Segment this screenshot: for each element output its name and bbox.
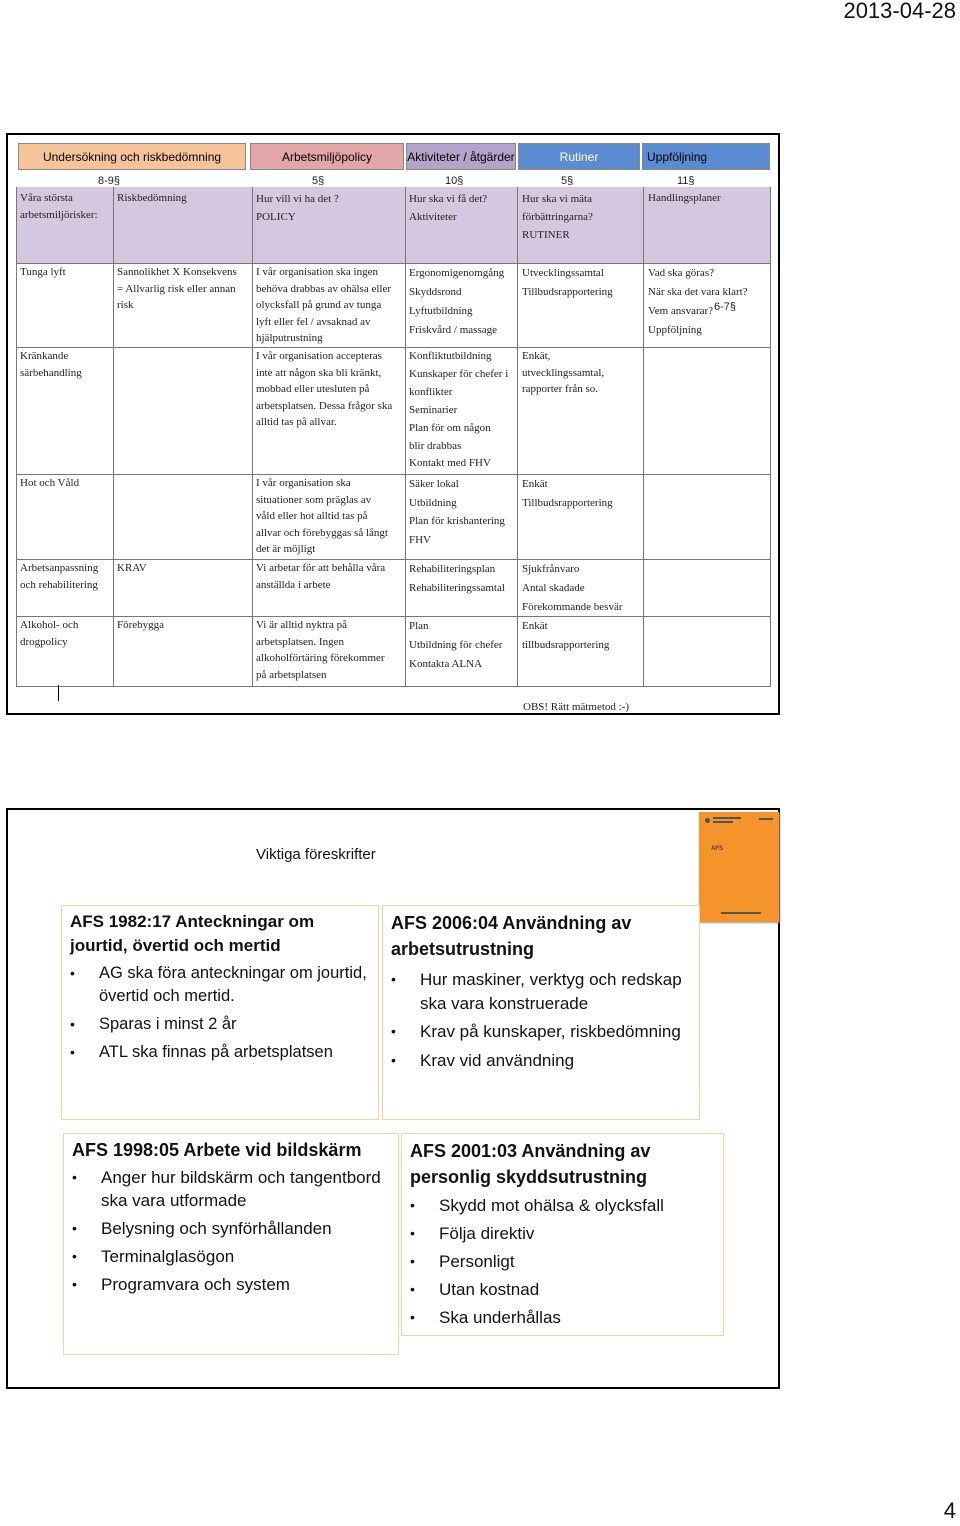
grid-line [405,187,406,687]
slide-title: Viktiga föreskrifter [256,846,376,863]
regulation-box [382,905,700,1120]
table-cell: Utvecklingssamtal Tillbudsrapportering [522,267,613,298]
table-cell: Vad ska göras? När ska det vara klart? Vem ansvarar? Uppföljning [648,267,748,336]
list-item: • Utan kostnad [410,1278,715,1301]
list-item: • AG ska föra anteckningar om jourtid, övertid och mertid. [70,962,370,1008]
table-cell: Rehabiliteringsplan Rehabiliteringssamtal [409,563,505,594]
table-cell: Plan Utbildning för chefer Kontakta ALNA [409,620,503,670]
table-cell: I vår organisation accepteras inte att någon ska bli kränkt, mobbad eller utesluten på arbetsplatsen. Dessa frågor ska alltid tas på allvar. [256,350,393,428]
text-cursor [58,685,59,701]
regulation-box [401,1133,724,1336]
header-aktiviteter: Aktiviteter / åtgärder [406,143,516,170]
list-item: • Belysning och synförhållanden [72,1217,390,1240]
table-cell: Ergonomigenomgång Skyddsrond Lyftutbildning Friskvård / massage [409,267,505,336]
slide-foreskrifter [6,808,780,1389]
subheader-riskbedomning: Riskbedömning [117,192,187,204]
list-item: • Ska underhållas [410,1306,715,1329]
header-undersokning: Undersökning och riskbedömning [18,143,246,170]
section-number: 5§ [561,175,574,187]
section-number: 10§ [445,175,464,187]
header-rutiner: Rutiner [518,143,640,170]
list-item: • Sparas i minst 2 år [70,1013,370,1036]
table-cell: Sannolikhet X Konsekvens = Allvarlig risk eller annan risk [117,266,237,311]
regulation-title: AFS 1998:05 Arbete vid bildskärm [72,1140,362,1160]
grid-line [770,187,771,687]
afs-book-cover-icon [699,812,779,922]
table-cell: I vår organisation ska ingen behöva drabbas av ohälsa eller olycksfall på grund av tunga lyft eller fel / avsaknad av hjälputrustning [256,266,391,344]
book-label: AFS [711,846,723,852]
regulation-title: AFS 2006:04 Användning av arbetsutrustning [391,913,632,959]
regulation-title: AFS 2001:03 Användning av personlig skyddsutrustning [410,1141,651,1187]
grid-line [16,686,771,687]
page-number: 4 [943,1498,956,1523]
regulation-box [61,905,379,1120]
section-number: 11§ [677,175,695,187]
list-item: • Hur maskiner, verktyg och redskap ska vara konstruerade [391,968,691,1015]
table-cell: Säker lokal Utbildning Plan för krishantering FHV [409,478,505,546]
grid-line [517,187,518,687]
subheader-handlingsplaner: Handlingsplaner [648,192,721,204]
header-arbetsmiljopolicy: Arbetsmiljöpolicy [250,143,404,170]
list-item: • Krav på kunskaper, riskbedömning [391,1020,691,1044]
subheader-rutiner: Hur ska vi mäta förbättringarna? RUTINER [522,193,593,241]
subheader-policy: Hur vill vi ha det ? POLICY [256,193,339,223]
section-number: 5§ [312,175,325,187]
table-cell: Tunga lyft [20,266,66,278]
list-item: • ATL ska finnas på arbetsplatsen [70,1041,370,1064]
list-item: • Krav vid användning [391,1049,691,1073]
table-cell: Förebygga [117,619,165,631]
grid-line [252,187,253,687]
list-item: • Programvara och system [72,1273,390,1296]
table-cell: Vi är alltid nyktra på arbetsplatsen. Ingen alkoholförtäring förekommer på arbetsplatsen [256,619,385,681]
table-cell: Vi arbetar för att behålla våra anställda i arbete [256,562,386,591]
section-number: 8-9§ [98,175,121,187]
table-cell: Arbetsanpassning och rehabilitering [20,562,99,591]
table-cell: KRAV [117,562,147,574]
table-cell: Sjukfrånvaro Antal skadade Förekommande besvär [522,563,623,613]
regulation-title: AFS 1982:17 Anteckningar om jourtid, övertid och mertid [70,912,315,955]
table-cell: Kränkande särbehandling [20,350,82,379]
table-cell: Enkät, utvecklingssamtal, rapporter från so. [522,350,605,395]
list-item: • Anger hur bildskärm och tangentbord ska vara utformade [72,1166,390,1212]
table-cell: Konfliktutbildning Kunskaper för chefer i konflikter Seminarier Plan för om någon blir drabbas Kontakt med FHV [409,350,509,470]
page-date: 2013-04-28 [843,0,956,23]
list-item: • Personligt [410,1250,715,1273]
table-cell: Enkät tillbudsrapportering [522,620,610,651]
subheader-risks: Våra största arbetsmiljörisker: [20,192,98,221]
list-item: • Terminalglasögon [72,1245,390,1268]
table-cell: Enkät Tillbudsrapportering [522,478,613,509]
section-note: 6-7§ [714,301,737,313]
table-cell: Hot och Våld [20,477,80,489]
regulation-box [63,1133,399,1355]
grid-line [16,187,17,687]
slide-risk-table [6,133,780,715]
grid-line [113,187,114,687]
table-cell: I vår organisation ska situationer som präglas av våld eller hot alltid tas på allvar och förebyggas så långt det är möjligt [256,477,388,555]
header-uppfoljning: Uppföljning [642,143,770,170]
list-item: • Följa direktiv [410,1222,715,1245]
table-cell: Alkohol- och drogpolicy [20,619,79,648]
list-item: • Skydd mot ohälsa & olycksfall [410,1194,715,1217]
subheader-aktiviteter: Hur ska vi få det? Aktiviteter [409,193,488,223]
obs-note: OBS! Rätt mätmetod :-) [523,701,630,713]
